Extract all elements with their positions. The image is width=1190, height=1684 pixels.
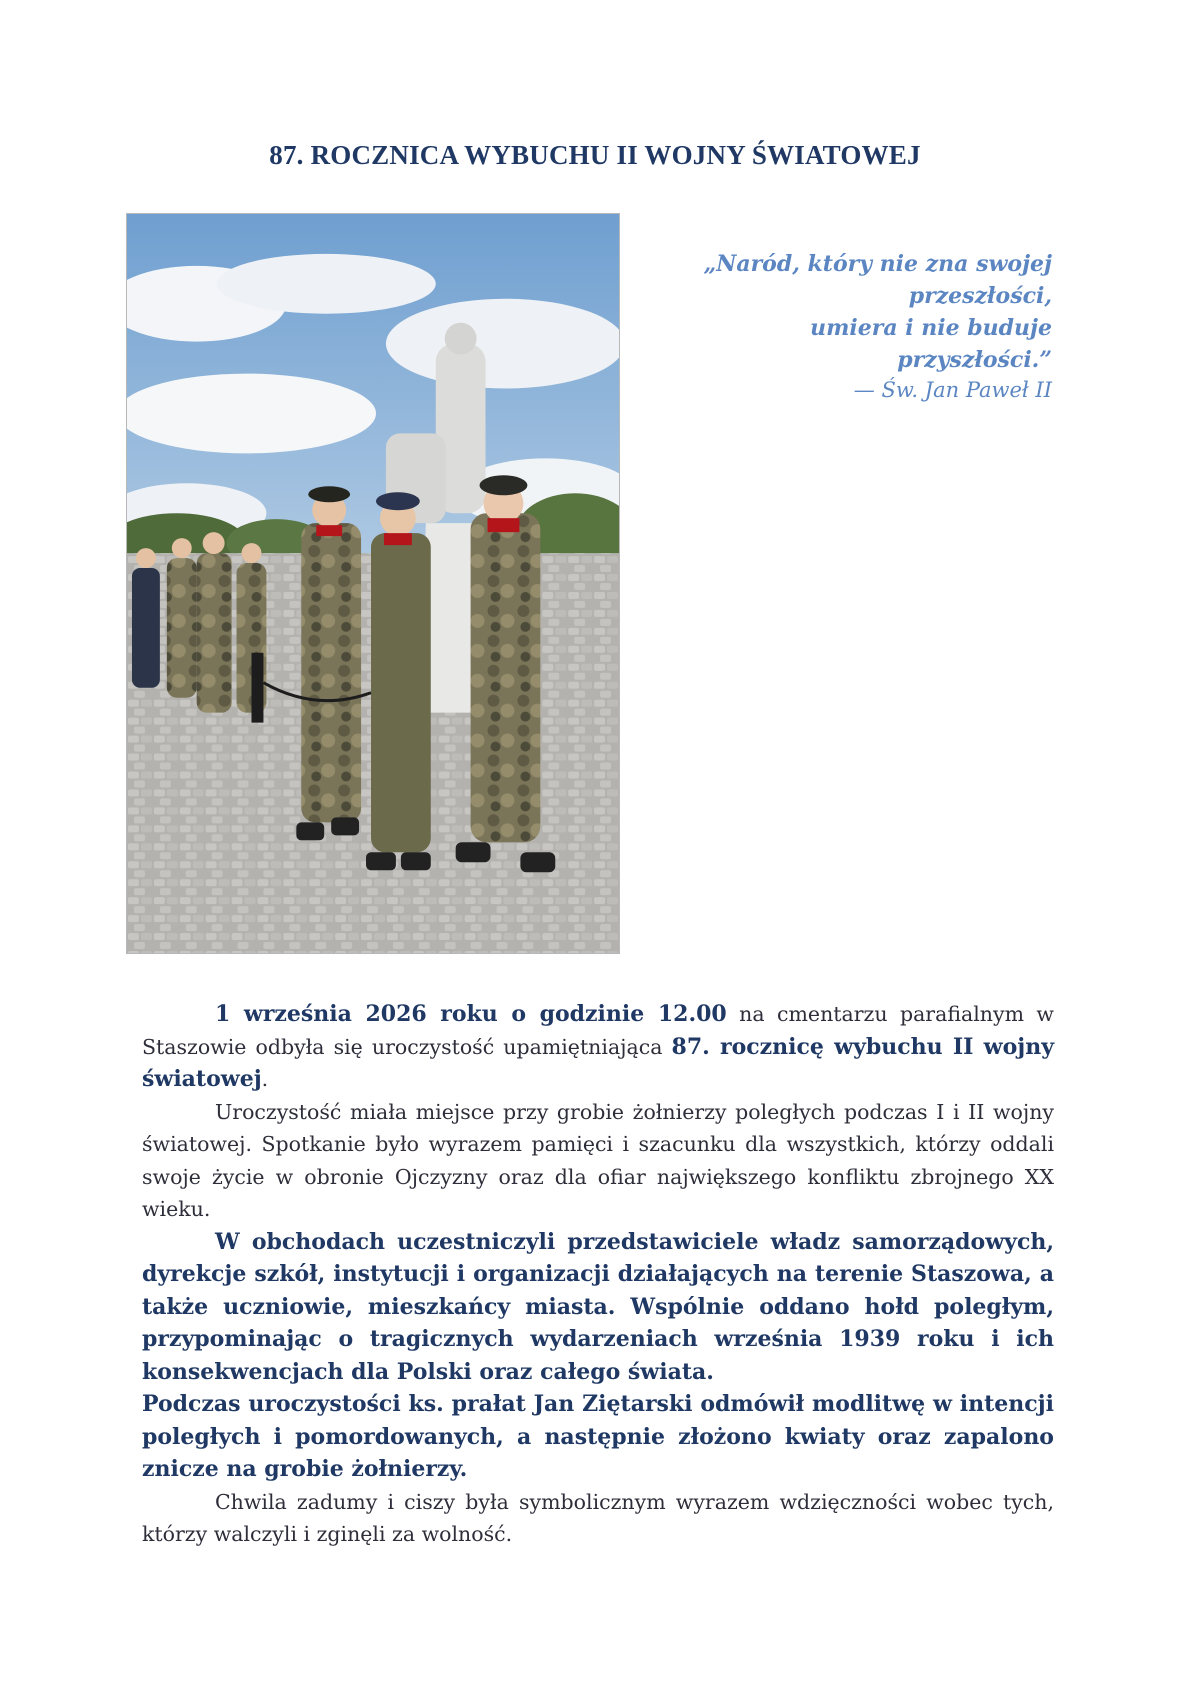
- paragraph-text: na cmentarzu parafialnym w Staszowie odbyła się uroczystość upamiętniająca: [142, 1002, 1054, 1059]
- paragraph-2: Uroczystość miała miejsce przy grobie żołnierzy poległych podczas I i II wojny światowej. Spotkanie było wyrazem pamięci i szacunku dla wszystkich, którzy oddali swoje życie w obronie Ojczyzny oraz dla ofiar największego konfliktu zbrojnego XX wieku.: [142, 1099, 1054, 1221]
- paragraph-1: [142, 998, 1054, 1096]
- article-body: [142, 998, 1054, 1551]
- paragraph-4: Podczas uroczystości ks. prałat Jan Ziętarski odmówił modlitwę w intencji poległych i pomordowanych, a następnie złożono kwiaty oraz zapalono znicze na grobie żołnierzy.: [142, 1391, 1054, 1482]
- quote-line: umiera i nie buduje: [810, 315, 1052, 341]
- quote-line: „Naród, który nie zna swojej: [703, 251, 1052, 277]
- quote-author: — Św. Jan Paweł II: [853, 378, 1052, 402]
- event-name: 87. rocznicę wybuchu II wojny światowej: [142, 1033, 1055, 1092]
- paragraph-end: .: [261, 1067, 269, 1091]
- paragraph-5: Chwila zadumy i ciszy była symbolicznym wyrazem wdzięczności wobec tych, którzy walczyli i zginęli za wolność.: [142, 1489, 1054, 1546]
- page-title: 87. ROCZNICA WYBUCHU II WOJNY ŚWIATOWEJ: [269, 140, 921, 170]
- quote-line: przeszłości,: [908, 283, 1052, 309]
- quote-line: przyszłości.”: [897, 347, 1052, 373]
- commemoration-photo: [126, 213, 620, 954]
- quote: [632, 248, 1052, 376]
- paragraph-3: W obchodach uczestniczyli przedstawiciele władz samorządowych, dyrekcje szkół, instytucji i organizacji działających na terenie Staszowa, a także uczniowie, mieszkańcy miasta. Wspólnie oddano hołd poległym, przypominając o tragicznych wydarzeniach września 1939 roku i ich konsekwencjach dla Polski oraz całego świata.: [142, 1228, 1054, 1385]
- photo-illustration: [127, 214, 619, 953]
- event-date: 1 września 2026 roku o godzinie 12.00: [215, 1001, 727, 1027]
